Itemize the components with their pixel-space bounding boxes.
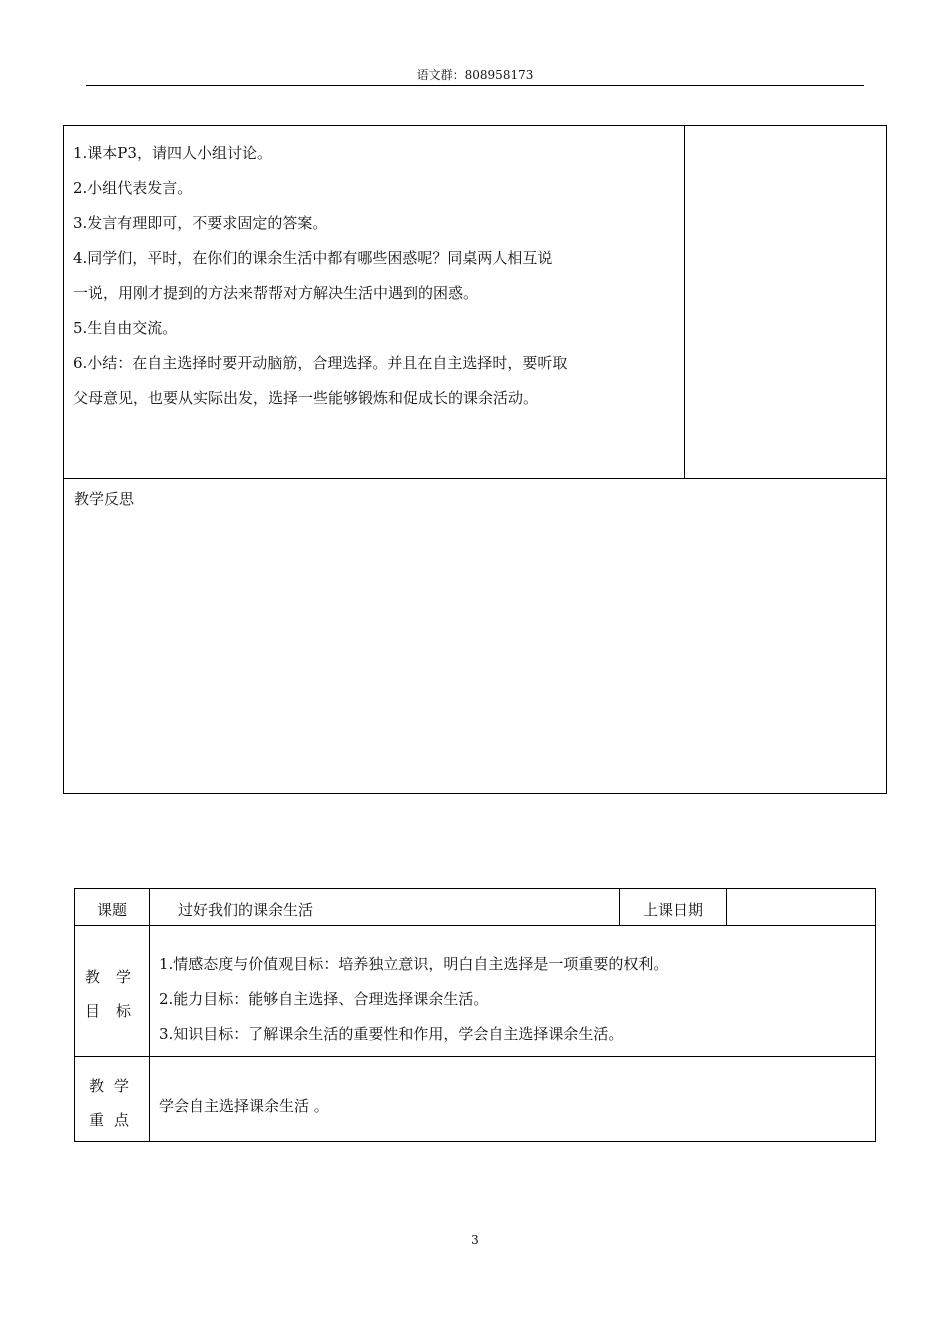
reflection-label: 教学反思 <box>74 490 135 508</box>
goals-label-line: 目标 <box>84 1002 147 1020</box>
column-divider <box>726 889 727 925</box>
focus-label-line: 教学 <box>88 1077 139 1095</box>
goal-item: 3.知识目标：了解课余生活的重要性和作用，学会自主选择课余生活。 <box>159 1025 624 1043</box>
step-line: 一说，用刚才提到的方法来帮帮对方解决生活中遇到的困惑。 <box>73 284 479 302</box>
step-line: 4.同学们，平时，在你们的课余生活中都有哪些困惑呢？同桌两人相互说 <box>73 249 553 267</box>
goal-item: 2.能力目标：能够自主选择、合理选择课余生活。 <box>159 990 489 1008</box>
goal-item: 1.情感态度与价值观目标：培养独立意识，明白自主选择是一项重要的权利。 <box>159 955 669 973</box>
focus-value: 学会自主选择课余生活 。 <box>159 1097 329 1115</box>
step-line: 父母意见，也要从实际出发，选择一些能够锻炼和促成长的课余活动。 <box>73 389 539 407</box>
step-line: 3.发言有理即可，不要求固定的答案。 <box>73 214 328 232</box>
header-divider <box>86 85 864 86</box>
lesson-process-table <box>63 125 887 794</box>
step-line: 6.小结：在自主选择时要开动脑筋，合理选择。并且在自主选择时，要听取 <box>73 354 568 372</box>
lesson-steps <box>73 136 679 416</box>
column-divider <box>684 126 685 478</box>
topic-value: 过好我们的课余生活 <box>178 901 314 919</box>
goals-label <box>79 960 153 1028</box>
step-line: 1.课本P3，请四人小组讨论。 <box>73 144 272 162</box>
goals-label-line: 教学 <box>84 968 147 986</box>
lesson-info-table <box>74 888 876 1142</box>
topic-label: 课题 <box>96 901 127 919</box>
row-divider <box>64 478 886 479</box>
step-line: 2.小组代表发言。 <box>73 179 193 197</box>
focus-label <box>77 1069 151 1137</box>
row-divider <box>75 925 875 926</box>
step-line: 5.生自由交流。 <box>73 319 178 337</box>
page-number: 3 <box>471 1233 479 1247</box>
date-label: 上课日期 <box>642 901 703 919</box>
page-header: 语文群：808958173 <box>416 68 534 82</box>
focus-label-line: 重点 <box>88 1111 139 1129</box>
goals-list <box>159 947 668 1052</box>
row-divider <box>75 1056 875 1057</box>
